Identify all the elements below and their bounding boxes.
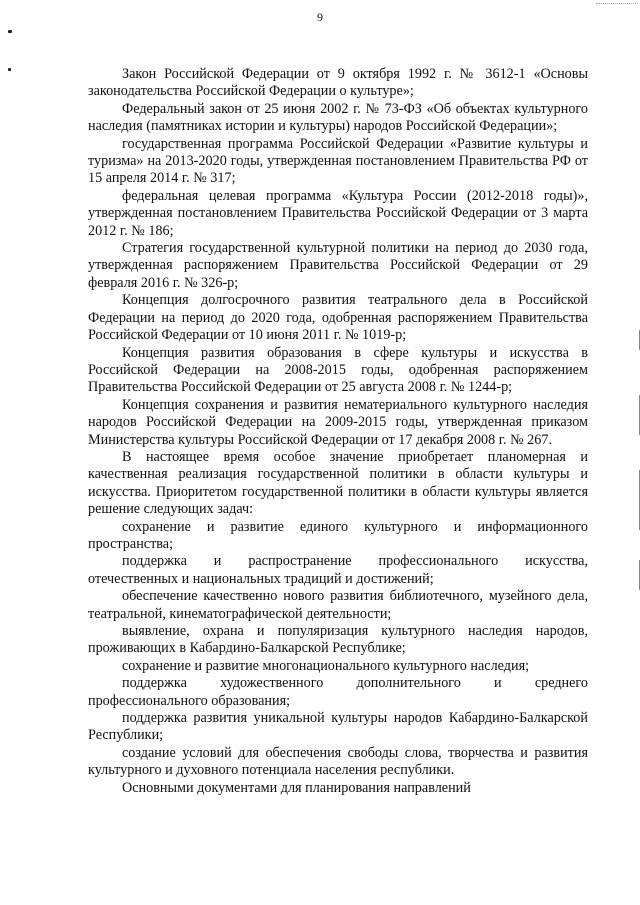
- paragraph-intangible-heritage-concept: Концепция сохранения и развития нематериального культурного наследия народов Российской Федерации на 2009-2015 годы, утвержденная приказом Министерства культуры Российской Федерации от 17 декабря 2008 г. № 267.: [88, 396, 588, 448]
- paragraph-cultural-policy-strategy: Стратегия государственной культурной политики на период до 2030 года, утвержденная распоряжением Правительства Российской Федерации от 29 февраля 2016 г. № 326-р;: [88, 240, 588, 291]
- list-item-task: выявление, охрана и популяризация культурного наследия народов, проживающих в Кабардино-Балкарской Республике;: [88, 623, 588, 657]
- list-item-task: поддержка и распространение профессионального искусства, отечественных и национальных традиций и достижений;: [88, 553, 588, 587]
- scan-corner-mark: [596, 0, 636, 4]
- list-item-task: поддержка развития уникальной культуры народов Кабардино-Балкарской Республики;: [88, 710, 588, 744]
- paragraph-theatre-concept: Концепция долгосрочного развития театрального дела в Российской Федерации на период до 2020 года, одобренная распоряжением Правительства Российской Федерации от 10 июня 2011 г. № 1019-р;: [88, 292, 588, 344]
- list-item-task: сохранение и развитие многонационального культурного наследия;: [122, 657, 530, 674]
- paragraph-federal-target-program: федеральная целевая программа «Культура России (2012-2018 годы)», утвержденная постановлением Правительства Российской Федерации от 3 марта 2012 г. № 186;: [88, 187, 588, 239]
- list-item-task: создание условий для обеспечения свободы слова, творчества и развития культурного и духовного потенциала населения республики.: [88, 744, 588, 779]
- scan-speck: [8, 68, 11, 71]
- paragraph-main-documents: Основными документами для планирования направлений: [122, 779, 471, 796]
- list-item-task: обеспечение качественно нового развития библиотечного, музейного дела, театральной, кинематографической деятельности;: [88, 588, 588, 622]
- paragraph-state-program: государственная программа Российской Федерации «Развитие культуры и туризма» на 2013-2020 годы, утвержденная постановлением Правительства РФ от 15 апреля 2014 г. № 317;: [88, 135, 588, 187]
- page-number: 9: [317, 10, 323, 24]
- paragraph-priorities-intro: В настоящее время особое значение приобретает планомерная и качественная реализация государственной политики в области культуры и искусства. Приоритетом государственной политики в области культуры является решение следующих задач:: [88, 448, 588, 518]
- scan-speck: [8, 30, 12, 33]
- list-item-task: поддержка художественного дополнительного и среднего профессионального образования;: [88, 675, 588, 709]
- paragraph-law-culture-basics: Закон Российской Федерации от 9 октября 1992 г. № 3612-1 «Основы законодательства Российской Федерации о культуре»;: [88, 66, 588, 100]
- paragraph-education-concept: Концепция развития образования в сфере культуры и искусства в Российской Федерации на 2008-2015 годы, одобренная распоряжением Правительства Российской Федерации от 25 августа 2008 г. № 1244-р;: [88, 344, 588, 396]
- list-item-task: сохранение и развитие единого культурного и информационного пространства;: [88, 518, 588, 552]
- document-body: [88, 66, 588, 797]
- paragraph-federal-law-heritage: Федеральный закон от 25 июня 2002 г. № 73-ФЗ «Об объектах культурного наследия (памятниках истории и культуры) народов Российской Федерации»;: [88, 100, 588, 135]
